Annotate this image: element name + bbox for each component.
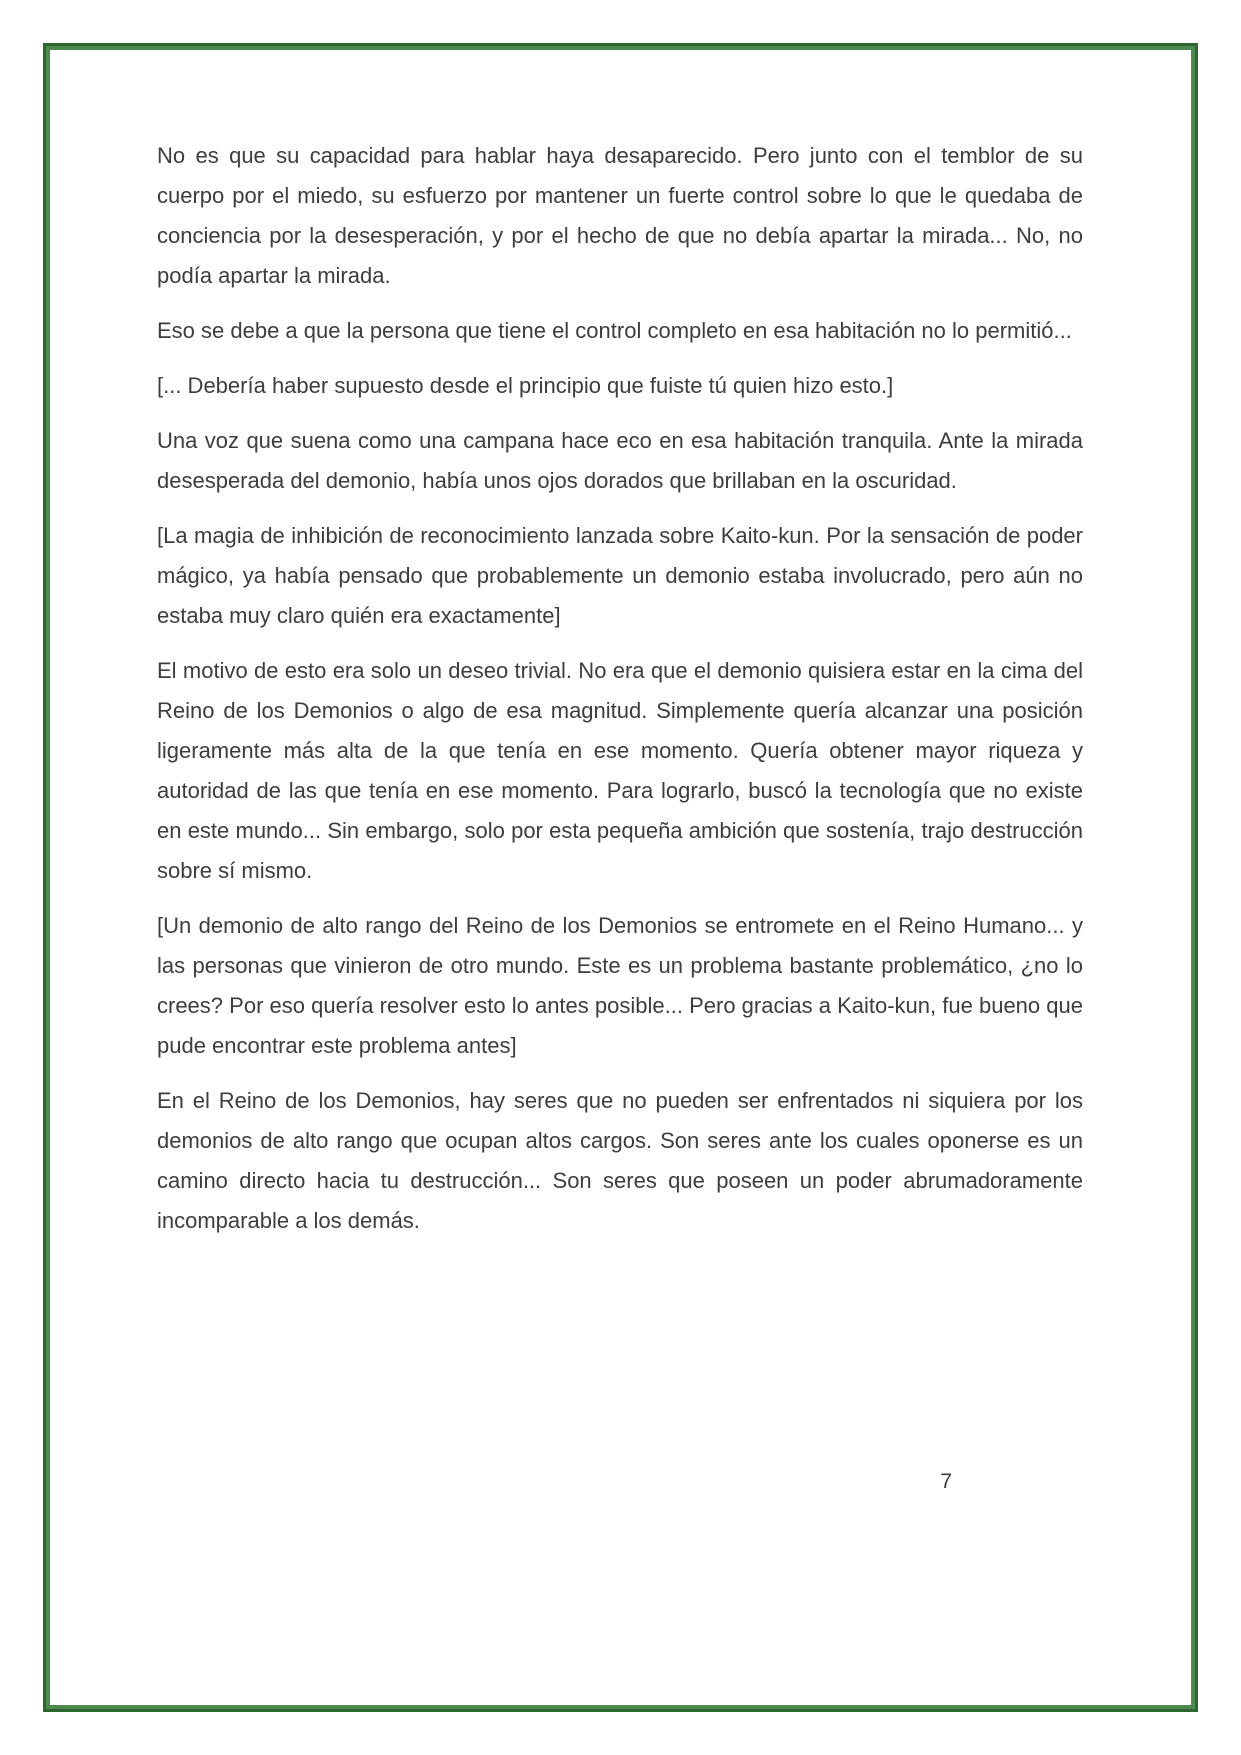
paragraph: [La magia de inhibición de reconocimiento lanzada sobre Kaito-kun. Por la sensación de poder mágico, ya había pensado que probablemente un demonio estaba involucrado, pero aún no estaba muy claro quién era exactamente]: [157, 523, 1083, 628]
paragraph: No es que su capacidad para hablar haya desaparecido. Pero junto con el temblor de su cuerpo por el miedo, su esfuerzo por mantener un fuerte control sobre lo que le quedaba de conciencia por la desesperación, y por el hecho de que no debía apartar la mirada... No, no podía apartar la mirada.: [157, 143, 1083, 288]
paragraph: El motivo de esto era solo un deseo trivial. No era que el demonio quisiera estar en la cima del Reino de los Demonios o algo de esa magnitud. Simplemente quería alcanzar una posición ligeramente más alta de la que tenía en ese momento. Quería obtener mayor riqueza y autoridad de las que tenía en ese momento. Para lograrlo, buscó la tecnología que no existe en este mundo... Sin embargo, solo por esta pequeña ambición que sostenía, trajo destrucción sobre sí mismo.: [157, 658, 1083, 883]
paragraph: [Un demonio de alto rango del Reino de los Demonios se entromete en el Reino Humano... y las personas que vinieron de otro mundo. Este es un problema bastante problemático, ¿no lo crees? Por eso quería resolver esto lo antes posible... Pero gracias a Kaito-kun, fue bueno que pude encontrar este problema antes]: [157, 913, 1083, 1058]
paragraph: Eso se debe a que la persona que tiene el control completo en esa habitación no lo permitió...: [157, 318, 1072, 343]
document-body: [157, 136, 1083, 1256]
paragraph: [... Debería haber supuesto desde el principio que fuiste tú quien hizo esto.]: [157, 373, 894, 398]
page-number: 7: [940, 1470, 952, 1493]
paragraph: En el Reino de los Demonios, hay seres que no pueden ser enfrentados ni siquiera por los demonios de alto rango que ocupan altos cargos. Son seres ante los cuales oponerse es un camino directo hacia tu destrucción... Son seres que poseen un poder abrumadoramente incomparable a los demás.: [157, 1088, 1083, 1233]
paragraph: Una voz que suena como una campana hace eco en esa habitación tranquila. Ante la mirada desesperada del demonio, había unos ojos dorados que brillaban en la oscuridad.: [157, 428, 1083, 493]
